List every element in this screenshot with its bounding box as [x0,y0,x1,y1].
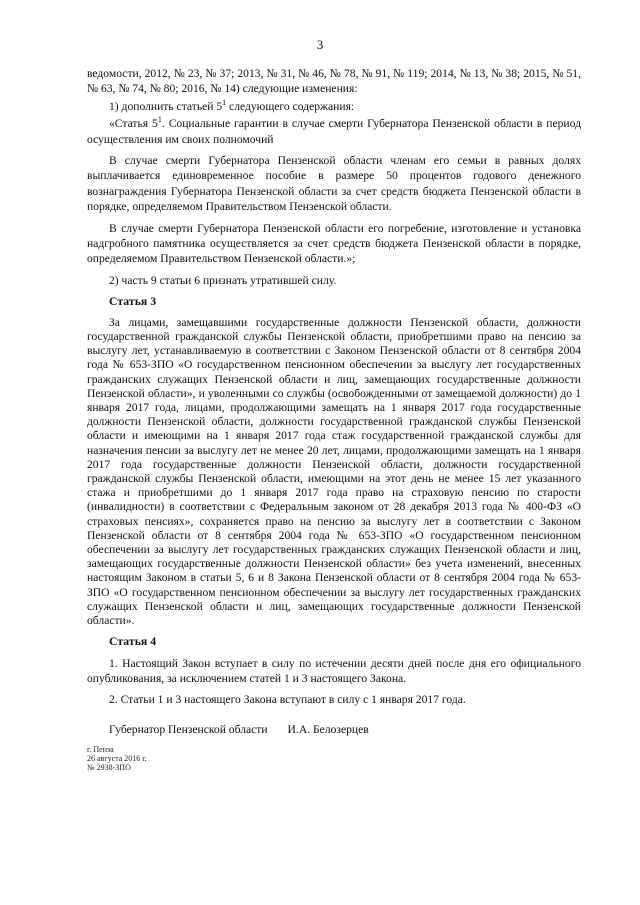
signature-title: Губернатор Пензенской области [109,722,268,736]
signature-line [109,722,581,737]
article-4-paragraph-2: 2. Статьи 1 и 3 настоящего Закона вступают в силу с 1 января 2017 года. [109,693,466,707]
page-number: 3 [316,37,324,52]
article-5-1-title: «Статья $5^1$. Социальные гарантии в случае смерти Губернатора Пензенской области в период осуществления им своих полномочий [87,115,581,146]
law-number: № 2938-ЗПО [87,763,131,773]
article-4-heading: Статья 4 [109,634,157,649]
amendment-item-1: 1) дополнить статьей $5^1$ следующего содержания: [109,97,355,113]
document-body [87,66,581,772]
article-3-heading: Статья 3 [109,294,157,309]
date: 26 августа 2016 г. [87,754,147,764]
article-5-1-paragraph-2: В случае смерти Губернатора Пензенской области его погребение, изготовление и установка надгробного памятника осуществляется за счет средств бюджета Пензенской области в порядке, определяемом Правительством Пензенской области.»; [87,221,581,266]
document-meta [87,745,581,772]
amendment-item-2: 2) часть 9 статьи 6 признать утратившей силу. [109,273,337,287]
article-3-text: За лицами, замещавшими государственные должности Пензенской области, должности государственной гражданской службы Пензенской области, приобретшими право на пенсию за выслугу лет, устанавливаемую в соответствии с Законом Пензенской области от 8 сентября 2004 года № 653-ЗПО «О государственном пенсионном обеспечении за выслугу лет государственных гражданских служащих Пензенской области и лиц, замещающих государственные должности Пензенской области», и уволенными со службы (освобожденными от замещаемой должности) до 1 января 2017 года, лицами, продолжающими замещать на 1 января 2017 года государственные должности Пензенской области, должности государственной гражданской службы Пензенской области и имеющими на 1 января 2017 года стаж государственной гражданской службы для назначения пенсии за выслугу лет не менее 20 лет, лицами, продолжающими замещать на 1 января 2017 года государственные должности Пензенской области, должности государственной гражданской службы Пензенской области, имеющими на этот день не менее 15 лет указанного стажа и приобретшими до 1 января 2017 года право на страховую пенсию по старости (инвалидности) в соответствии с Федеральным законом от 28 декабря 2013 года № 400-ФЗ «О страховых пенсиях», сохраняется право на пенсию за выслугу лет в соответствии с Законом Пензенской области от 8 сентября 2004 года № 653-ЗПО «О государственном пенсионном обеспечении за выслугу лет государственных гражданских служащих Пензенской области и лиц, замещающих государственные должности Пензенской области» без учета изменений, внесенных настоящим Законом в статьи 5, 6 и 8 Закона Пензенской области от 8 сентября 2004 года № 653-ЗПО «О государственном пенсионном обеспечении за выслугу лет государственных гражданских служащих Пензенской области и лиц, замещающих государственные должности Пензенской области». [87,315,581,627]
article-4-paragraph-1: 1. Настоящий Закон вступает в силу по истечении десяти дней после дня его официального опубликования, за исключением статей 1 и 3 настоящего Закона. [87,656,581,685]
signature-name: И.А. Белозерцев [287,722,369,736]
article-5-1-paragraph-1: В случае смерти Губернатора Пензенской области членам его семьи в равных долях выплачивается единовременное пособие в размере 50 процентов годового денежного вознаграждения Губернатора Пензенской области за счет средств бюджета Пензенской области в порядке, определяемом Правительством Пензенской области. [87,154,581,214]
place: г. Пенза [87,745,114,755]
intro-paragraph: ведомости, 2012, № 23, № 37; 2013, № 31, № 46, № 78, № 91, № 119; 2014, № 13, № 38; 2015, № 51, № 63, № 74, № 80; 2016, № 14) следующие изменения: [87,67,581,96]
